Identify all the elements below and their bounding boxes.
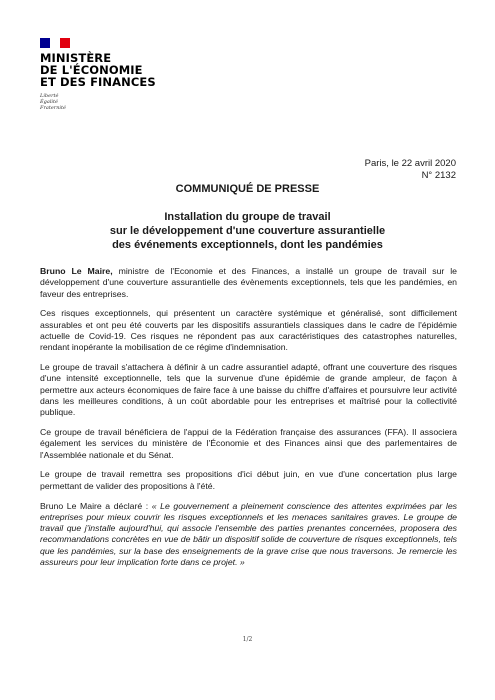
- flag-red-stripe: [60, 38, 70, 48]
- paragraph-text: ministre de l'Economie et des Finances, a installé un groupe de travail sur le développement d'une couverture assurantielle des évènements exceptionnels, tels que les pandémies, en faveur des entreprises.: [40, 266, 457, 299]
- motto-line: Fraternité: [40, 105, 66, 111]
- paragraph-quote: [40, 501, 457, 569]
- release-date: Paris, le 22 avril 2020: [364, 158, 456, 169]
- page-number: 1/2: [242, 636, 253, 643]
- ministry-name-line: ET DES FINANCES: [40, 75, 156, 89]
- flag-white-stripe: [50, 38, 60, 48]
- ministry-name-line: DE L'ÉCONOMIE: [40, 63, 143, 77]
- flag-blue-stripe: [40, 38, 50, 48]
- paragraph-partners: Ce groupe de travail bénéficiera de l'appui de la Fédération française des assurances (FFA). Il associera également les services du ministère de l'Économie et des Finances ainsi que des parlementaires de l'Assemblée nationale et du Sénat.: [40, 427, 457, 460]
- quote-intro: Bruno Le Maire a déclaré :: [40, 500, 152, 511]
- republic-motto: [40, 93, 156, 111]
- subtitle-line: Installation du groupe de travail: [164, 211, 331, 223]
- motto-line: Liberté: [40, 93, 59, 99]
- ministry-logo: [40, 38, 156, 111]
- ministry-name: [40, 52, 156, 88]
- release-number: N° 2132: [421, 169, 456, 181]
- press-release-body: [40, 266, 457, 577]
- minister-quote: « Le gouvernement a pleinement conscience des attentes exprimées par les entreprises pour mieux couvrir les risques exceptionnels et les menaces sanitaires graves. Le groupe de travail que j'installe aujourd'hui, qui associe l'ensemble des parties prenantes concernées, proposera des recommandations concrètes en vue de bâtir un dispositif solide de couverture de risques exceptionnels, tels que les pandémies, sur la base des enseignements de la grave crise que nous traversons. Je remercie les assureurs pour leur implication forte dans ce projet. »: [40, 500, 457, 568]
- paragraph-risks: Ces risques exceptionnels, qui présentent un caractère systémique et généralisé, sont difficilement assurables et ont peu été couverts par les dispositifs assurantiels classiques dans le cadre de l'épidémie actuelle de Covid-19. Ces risques ne répondent pas aux caractéristiques des catastrophes naturelles, rendant inopérante la mobilisation de ce régime d'indemnisation.: [40, 308, 457, 353]
- minister-name: Bruno Le Maire,: [40, 266, 113, 276]
- paragraph-timeline: Le groupe de travail remettra ses propositions d'ici début juin, en vue d'une concertation plus large permettant de valider des propositions à l'été.: [40, 469, 457, 491]
- motto-line: Égalité: [40, 99, 58, 105]
- french-flag-icon: [40, 38, 70, 48]
- paragraph-intro: [40, 266, 457, 300]
- subtitle-line: sur le développement d'une couverture assurantielle: [109, 225, 386, 237]
- date-block: [365, 158, 456, 181]
- subtitle-line: des événements exceptionnels, dont les pandémies: [112, 239, 383, 251]
- document-title: COMMUNIQUÉ DE PRESSE: [175, 183, 320, 195]
- paragraph-objectives: Le groupe de travail s'attachera à définir à un cadre assurantiel adapté, offrant une couverture des risques d'une intensité exceptionnelle, tels que la survenue d'une épidémie de grande ampleur, de façon à permettre aux acteurs économiques de faire face à une baisse du chiffre d'affaires et poursuivre leur activité dans les meilleures conditions, à un coût abordable pour les entreprises et maîtrisé pour la collectivité publique.: [40, 362, 457, 418]
- ministry-name-line: MINISTÈRE: [40, 51, 112, 65]
- document-subtitle: [40, 210, 455, 252]
